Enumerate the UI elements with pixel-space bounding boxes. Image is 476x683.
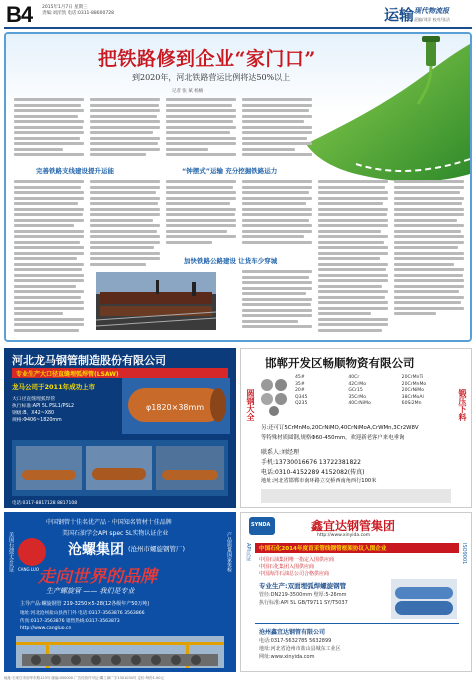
ad-side-label-left: API认证 [245,543,251,561]
ad-side-label-right: ISO9001 [461,543,467,565]
ad-telephone: 电话:0310-4152289 4152082(传真) [261,469,365,476]
masthead-rule [4,27,472,29]
ad-certification: 美国石油学会API spec 5L实物认证企业 [62,530,169,537]
pipe-yard-photo [16,636,224,668]
ad-mobile: 手机:13730016676 13722381822 [261,459,361,466]
ad-address: 地址:河北省邯郸市南环路立交桥西南角西行100米 [261,478,377,484]
date-info: 2015年1月7日 星期三 责编:刘洋凯 电话:0311-88600728 [42,5,114,16]
ad-top-line: 中国钢管十佳名优产品 · 中国知名管材十佳品牌 [46,519,172,526]
subheadline: 到2020年，河北铁路营运比例将达50%以上 [132,73,291,82]
ad-spec: 管径:DN219-3500mm 壁厚:5-26mm [259,592,347,598]
ad-banner: 专业生产大口径直缝埋弧焊管(LSAW) [16,371,119,378]
ad-standard: 执行标准:API 5L GB/T9711 SY/T5037 [259,600,348,606]
ad-company-name: 鑫宜达钢管集团 [311,519,396,533]
ad-company-name: 河北龙马钢管制造股份有限公司 [12,354,166,367]
feature-article [4,32,472,342]
ad-brand: 沧螺集团 [68,542,124,558]
ad-logo-text: SYNDA [251,522,271,528]
train-photo [96,272,216,330]
ad-slogan: 走向世界的品牌 [38,567,157,587]
ad-feature-line-2: 等特殊材质圆钢,规格Φ60-450mm。欢迎新老客户来电垂询 [261,435,405,441]
ad-address: 地址:河北省沧州市盐山县城东工业区 [259,646,341,652]
article-column [14,180,84,332]
ad-xinyida-group[interactable] [240,512,472,672]
ad-telephone: 电话:0317-5632785 5632899 [259,638,332,644]
article-column [90,180,160,268]
ad-feature-line: 另:还可订5CrMnMo,20CrNiMO,40CrNiMoA,CrWMn,3Cr2W8V [261,425,419,431]
section-heading: “钟摆式”运输 充分挖掘铁路运力 [182,167,278,175]
ad-listed-note: 龙马公司于2011年成功上市 [12,383,96,391]
section-name: 运输 [384,6,415,24]
masthead [0,0,476,28]
ad-specs: 大口径直缝埋弧焊管 执行标准:API 5L PSL1/PSL2 钢级:B、X42~X80 规格:Φ406~1820mm [12,397,75,423]
article-column [14,98,84,160]
ad-address: 地址:河北沧州盐山县西门外 电话:0317-3563876 3563866 [20,611,145,616]
article-column [318,180,388,332]
ad-longma-steel-pipe[interactable] [4,348,236,508]
ad-telephone: 传真:0317-3563876 销售热线:0317-3563873 [20,619,120,624]
page-number: B4 [6,2,33,27]
page-footer: 地址:石家庄市裕华东路123号 邮编:050000 广告经营许可证:冀工商广字1301034号 定价:每份1.00元 [4,676,164,680]
ad-company-name: 邯郸开发区畅顺物资有限公司 [265,356,415,370]
ad-award: 中国石化2014年度首采管线钢管框架协议入围企业 [259,546,387,552]
editor-line: 责编/刘洋 校对/张洁 [414,17,450,22]
article-column [166,180,236,250]
ad-cangluo-group[interactable] [4,512,236,672]
article-column [242,98,312,160]
ad-factory: (沧州市螺旋钢管厂) [128,545,186,553]
steel-bars-image [259,375,289,417]
pipe-stack-photo [391,579,457,619]
pipe-photo [122,378,230,434]
article-column [166,98,236,160]
ad-side-label-right: 锻压下料 [458,389,467,421]
ad-changshun-materials[interactable] [240,348,472,508]
pipe-photo-label: φ1820×38mm [146,403,205,412]
paper-name: 现代物流报 [414,6,449,15]
section-heading: 加快铁路公路建设 让货车少穿城 [184,257,278,265]
article-column [90,98,160,160]
headline: 把铁路修到企业“家门口” [98,48,316,70]
ad-products: 专业生产:双面埋弧焊螺旋钢管 [259,582,347,590]
ad-company-url: http://www.xinyida.com [317,533,371,538]
article-column [394,180,464,332]
ad-side-label-right: 产品质量国家免检 [226,532,232,572]
ad-contact: 联系人:刘经理 [261,449,300,456]
ad-qualifications: 中国石油集团唯一指定入围供应商 中国石化集团入围供应商 中国海洋石油总公司合格供应商 [259,557,335,577]
section-heading: 完善铁路支线建设提升运能 [36,167,114,175]
ad-product-range: 主导产品:螺旋钢管 219-3250×5-28(12各级年产50万吨) [20,601,150,607]
ad-tagline: 生产螺旋管 —— 我们是专业 [46,587,135,595]
ad-side-label-left: 美国石油学会认证 [8,532,14,572]
factory-photo [12,440,228,496]
ad-side-label-left: 圆钢大全 [246,389,255,421]
ad-brand-en: CANG LUO [18,567,39,572]
steel-grade-list: 45# 40Cr 20CrMnTi 35# 42CrMo 20CrMnMo 20# GCr15 20CrNiMo Q345 35CrMo 38CrMoAl Q235 40CrNiMo 60Si2Mn [295,375,427,406]
article-column [242,180,312,250]
article-column [242,270,312,332]
ad-website: http://www.cangluo.cn [20,626,72,631]
ad-phone: 电话:0317-8817128 8817108 [12,501,78,506]
ad-sub-company: 沧州鑫宜达钢管有限公司 [259,629,326,636]
ad-website: 网址:www.xinyida.com [259,654,315,660]
byline: 记者 张 斌 杨楠 [172,89,204,94]
